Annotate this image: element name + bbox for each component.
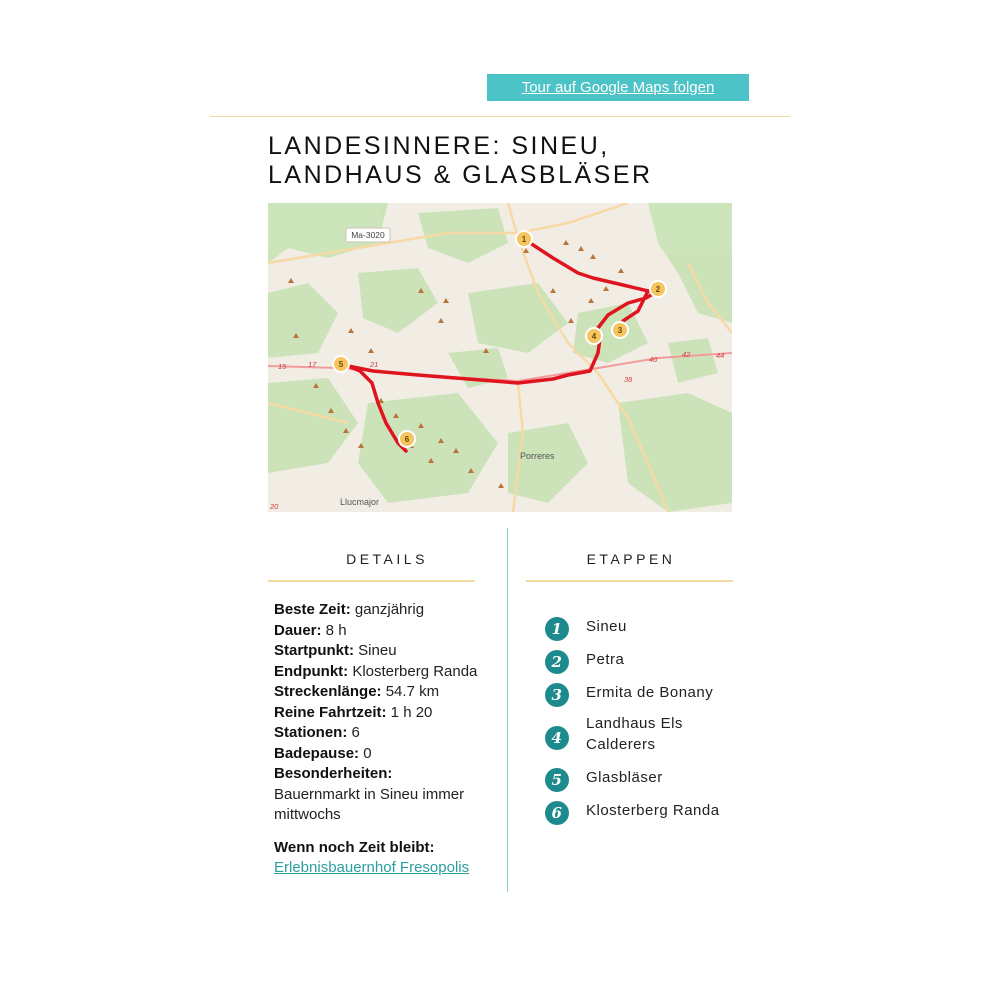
detail-row-duration: Dauer: 8 h — [274, 621, 347, 639]
details-divider — [268, 580, 475, 582]
detail-extra-label: Wenn noch Zeit bleibt: — [274, 838, 435, 856]
stage-number-badge: 4 — [545, 726, 569, 750]
svg-text:6: 6 — [404, 435, 410, 444]
stage-label: Landhaus Els Calderers — [586, 715, 683, 753]
stage-label: Petra — [586, 651, 625, 668]
detail-row-start: Startpunkt: Sineu — [274, 642, 397, 659]
km-label: 20 — [270, 502, 279, 511]
map-marker-3[interactable] — [612, 322, 628, 338]
km-label: 21 — [370, 360, 379, 369]
stage-number-badge: 5 — [545, 768, 569, 792]
town-porreres: Porreres — [520, 451, 555, 461]
detail-row-stations: Stationen: 6 — [274, 724, 360, 741]
stage-number-badge: 3 — [545, 683, 569, 707]
stage-number-badge: 2 — [545, 650, 569, 674]
fresopolis-link[interactable]: Erlebnisbauernhof Fresopolis — [274, 859, 470, 876]
map-marker-2[interactable] — [650, 281, 666, 297]
stage-number-badge: 6 — [545, 801, 569, 825]
stage-label: Glasbläser — [586, 769, 663, 786]
svg-text:5: 5 — [338, 360, 344, 369]
town-llucmajor: Llucmajor — [340, 497, 380, 507]
title-line-2: LANDHAUS & GLASBLÄSER — [268, 161, 653, 189]
detail-row-special-label: Besonderheiten: — [274, 765, 393, 782]
stage-number-badge: 1 — [545, 617, 569, 641]
stage-label: Ermita de Bonany — [586, 684, 714, 701]
km-label: 17 — [308, 360, 317, 369]
detail-row-swim-break: Badepause: 0 — [274, 744, 372, 762]
km-label: 38 — [624, 375, 633, 384]
detail-row-best-time: Beste Zeit: ganzjährig — [274, 601, 425, 618]
header-divider — [210, 116, 790, 117]
stages-heading: ETAPPEN — [586, 551, 676, 567]
detail-extra — [274, 838, 514, 879]
svg-text:1: 1 — [521, 235, 527, 244]
map-marker-4[interactable] — [586, 328, 602, 344]
map-marker-1[interactable] — [516, 231, 532, 247]
svg-text:4: 4 — [591, 332, 597, 341]
km-label: 40 — [649, 355, 658, 364]
detail-special-text: Bauernmarkt in Sineu immer mittwochs — [274, 785, 465, 823]
details-list — [274, 600, 514, 879]
detail-row-distance: Streckenlänge: 54.7 km — [274, 683, 440, 700]
detail-row-end: Endpunkt: Klosterberg Randa — [274, 662, 478, 680]
svg-text:2: 2 — [655, 285, 661, 294]
route-map[interactable] — [268, 203, 732, 512]
stages-column — [526, 540, 736, 582]
details-column — [268, 540, 506, 582]
map-marker-6[interactable] — [399, 431, 415, 447]
km-label: 42 — [682, 350, 691, 359]
km-label: 44 — [716, 351, 725, 360]
google-maps-link-button[interactable]: Tour auf Google Maps folgen — [487, 74, 749, 101]
title-line-1: LANDESINNERE: SINEU, — [268, 132, 610, 160]
road-label: Ma-3020 — [351, 230, 385, 240]
detail-row-drive-time: Reine Fahrtzeit: 1 h 20 — [274, 703, 433, 721]
page-title — [268, 132, 748, 190]
details-heading: DETAILS — [346, 551, 428, 567]
route-map-canvas — [268, 203, 732, 512]
km-label: 15 — [278, 362, 287, 371]
stage-label: Klosterberg Randa — [586, 802, 720, 819]
stages-divider — [526, 580, 733, 582]
map-marker-5[interactable] — [333, 356, 349, 372]
svg-text:3: 3 — [617, 326, 623, 335]
stage-label: Sineu — [586, 618, 627, 635]
